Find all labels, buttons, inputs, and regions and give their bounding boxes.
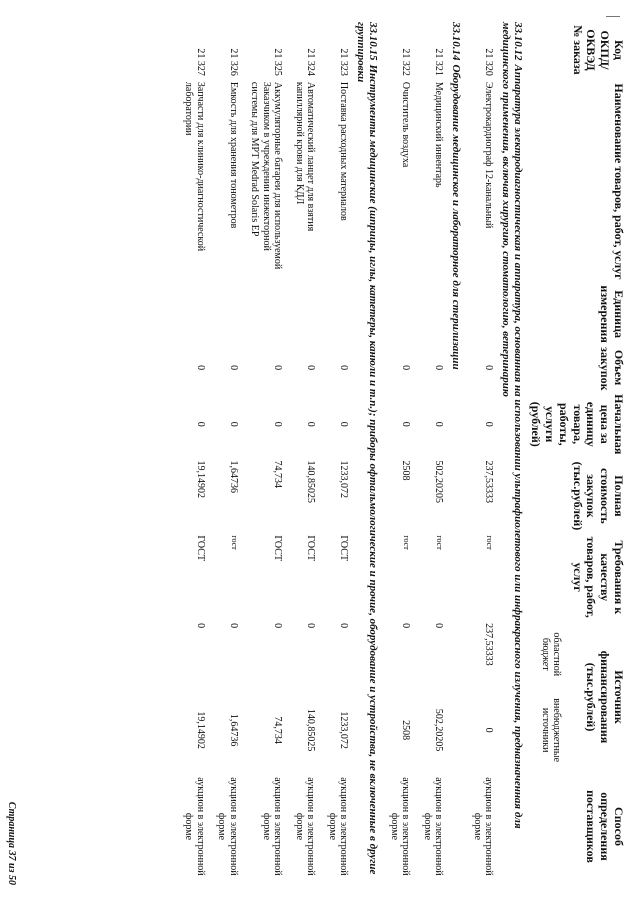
row-regional: 0 — [400, 623, 412, 629]
group-row — [449, 20, 466, 880]
row-code: 21 324 — [305, 48, 317, 76]
table-row — [243, 20, 288, 880]
row-method: аукцион в электронной форме — [293, 777, 317, 876]
row-regional: 0 — [227, 623, 239, 629]
header-finance: Источник финансирования (тыс.рублей) — [584, 650, 626, 744]
row-method: аукцион в электронной форме — [216, 777, 239, 876]
row-price: 0 — [433, 421, 445, 427]
row-unit — [416, 283, 449, 345]
group-title: Оборудование медицинское и лабораторное для стерилизации — [450, 64, 463, 370]
group-row — [353, 20, 382, 880]
row-cost: 2508 — [400, 460, 412, 481]
header-full-cost: Полная стоимость закупок (тыс.рублей) — [570, 461, 626, 531]
row-offbudget: 140,85025 — [305, 708, 317, 752]
procurement-table — [177, 20, 626, 880]
row-offbudget: 19,14902 — [194, 711, 206, 749]
row-volume: 0 — [305, 365, 317, 371]
row-requirements: ГОСТ — [305, 535, 317, 562]
group-title-cell — [353, 20, 382, 880]
row-offbudget: 2508 — [400, 720, 412, 741]
row-regional: 237,53333 — [483, 623, 495, 666]
row-price: 0 — [227, 421, 239, 427]
row-cost: 237,53333 — [483, 460, 495, 504]
row-volume: 0 — [433, 365, 445, 371]
header-row — [563, 20, 626, 880]
row-offbudget: 502,20205 — [433, 708, 445, 752]
group-title: Аппаратура электродиагностическая и аппаратура, основанная на использовании ультрафиолетового или инфракрасного излучения, предназначенная для медицинского применения, включая хирургию, стоматологию, ветеринарию — [499, 22, 525, 829]
row-offbudget: 1,64736 — [227, 713, 239, 747]
row-offbudget: 1233,072 — [338, 711, 350, 749]
row-regional: 0 — [338, 623, 350, 629]
group-title: Инструменты медицинские (шприцы, иглы, катетеры, канюли и т.п.); приборы офтальмологические и прочие, оборудование и устройства, не включенные в другие группировки — [354, 22, 380, 875]
row-code: 21 320 — [483, 48, 495, 76]
row-volume: 0 — [483, 365, 495, 371]
row-price: 0 — [272, 421, 284, 427]
row-price: 0 — [338, 421, 350, 427]
row-requirements: ГОСТ — [272, 535, 284, 562]
row-price: 0 — [400, 421, 412, 427]
row-code: 21 322 — [400, 48, 412, 76]
row-unit — [210, 283, 243, 345]
row-regional: 0 — [272, 623, 284, 629]
row-unit — [320, 283, 353, 345]
row-method: аукцион в электронной форме — [389, 777, 412, 876]
header-requirements: Требования к качеству товаров, работ, услуг — [570, 536, 626, 618]
row-code: 21 327 — [194, 48, 206, 76]
row-regional: 0 — [433, 623, 445, 629]
row-price: 0 — [194, 421, 206, 427]
row-price: 0 — [305, 421, 317, 427]
row-volume: 0 — [227, 365, 239, 371]
group-code: 33.10.12 — [512, 22, 525, 61]
table-row — [416, 20, 449, 880]
row-cost: 19,14902 — [194, 460, 206, 499]
row-name: Поставка расходных материалов — [338, 81, 350, 221]
row-volume: 0 — [272, 365, 284, 371]
row-cost: 1,64736 — [227, 460, 239, 494]
header-method: Способ определения поставщиков — [584, 790, 626, 863]
row-volume: 0 — [400, 365, 412, 371]
table-row — [465, 20, 498, 880]
header-finance-regional: областной бюджет — [539, 632, 563, 677]
page-number: Страница 37 из 50 — [6, 801, 17, 885]
row-cost: 140,85025 — [305, 460, 317, 504]
header-start-price: Начальная цена за единицу товара, работы, услуги (рублей) — [529, 394, 626, 455]
row-cost: 502,20205 — [433, 460, 445, 504]
row-offbudget: 0 — [483, 727, 495, 733]
row-code: 21 321 — [433, 48, 445, 76]
row-requirements: гост — [402, 535, 412, 550]
table-row — [320, 20, 353, 880]
group-code: 33.10.14 — [450, 22, 463, 61]
row-method: аукцион в электронной форме — [422, 777, 445, 876]
row-requirements: ГОСТ — [194, 535, 206, 562]
header-unit: Единица измерения — [598, 285, 626, 343]
header-volume: Объем закупок — [598, 347, 626, 391]
row-requirements: гост — [435, 535, 445, 550]
header-name: Наименование товаров, работ, услуг — [612, 83, 626, 280]
row-code: 21 326 — [227, 48, 239, 76]
group-code: 33.10.15 — [367, 22, 380, 61]
row-cost: 1233,072 — [338, 460, 350, 499]
table-row — [210, 20, 243, 880]
header-code: Код ОКПД/ ОКВЭД № заказа — [570, 25, 626, 75]
row-name: Запчасти для клинико-диагностической лаборатории — [183, 81, 206, 252]
group-title-cell — [449, 20, 466, 880]
row-name: Электрокардиограф 12-канальный — [483, 81, 495, 229]
row-name: Медицинский инвентарь — [433, 81, 445, 188]
row-method: аукцион в электронной форме — [326, 777, 350, 876]
row-offbudget: 74,734 — [272, 716, 284, 744]
row-name: Аккумуляторные батареи для используемой Заказчиком в учреждении инжекторной системы для МРТ Medrad Solaris EP — [249, 81, 284, 270]
group-row — [498, 20, 527, 880]
row-method: аукцион в электронной форме — [471, 777, 495, 876]
row-name: Автоматический ланцет для взятия капиллярной крови для КДЛ — [293, 81, 317, 232]
row-regional: 0 — [305, 623, 317, 629]
table-row — [287, 20, 320, 880]
row-method: аукцион в электронной форме — [260, 777, 284, 876]
row-unit — [383, 283, 416, 345]
row-code: 21 323 — [338, 48, 350, 76]
group-title-cell — [498, 20, 527, 880]
row-volume: 0 — [194, 365, 206, 371]
row-requirements: гост — [229, 535, 239, 550]
row-name: Очиститель воздуха — [400, 81, 412, 168]
row-regional: 0 — [194, 623, 206, 629]
table-row — [383, 20, 416, 880]
row-method: аукцион в электронной форме — [183, 777, 206, 876]
row-requirements: ГОСТ — [338, 535, 350, 562]
row-requirements: гост — [485, 535, 495, 550]
row-code: 21 325 — [272, 48, 284, 76]
row-price: 0 — [483, 421, 495, 427]
row-cost: 74,734 — [272, 460, 284, 489]
table-row — [177, 20, 210, 880]
row-unit — [465, 283, 498, 345]
row-unit — [243, 283, 288, 345]
row-name: Емкость для хранения тонометров — [227, 81, 239, 229]
row-unit — [177, 283, 210, 345]
row-unit — [287, 283, 320, 345]
header-finance-offbudget: внебюджетные источники — [539, 698, 563, 763]
row-volume: 0 — [338, 365, 350, 371]
